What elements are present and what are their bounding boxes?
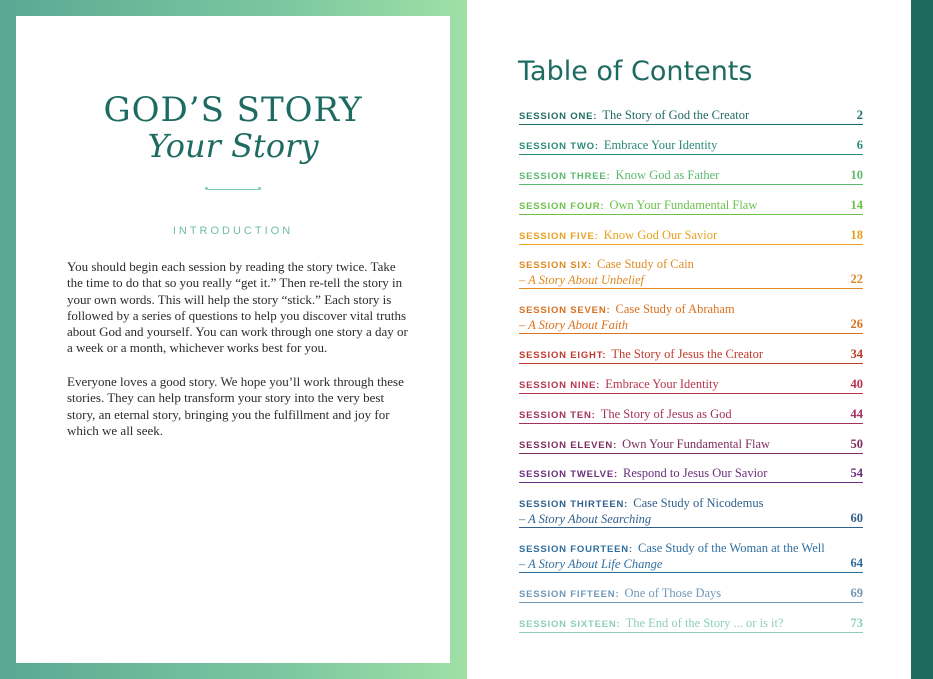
- toc-session-title: Own Your Fundamental Flaw: [622, 437, 771, 451]
- toc-session-label: SESSION THREE:: [519, 171, 611, 182]
- toc-session-label: SESSION TWELVE:: [519, 469, 618, 480]
- book-title-line2: Your Story: [147, 127, 319, 165]
- toc-session-label: SESSION FOUR:: [519, 201, 605, 212]
- toc-session-label: SESSION FIFTEEN:: [519, 589, 620, 600]
- toc-page-number: 22: [850, 272, 863, 286]
- toc-session-title: Embrace Your Identity: [603, 138, 718, 152]
- toc-entry-heading: [519, 196, 863, 214]
- toc-session-title: The Story of God the Creator: [602, 108, 750, 122]
- toc-session-title: Embrace Your Identity: [605, 377, 719, 391]
- toc-entry[interactable]: [519, 464, 863, 483]
- toc-session-title: One of Those Days: [624, 586, 722, 600]
- intro-paragraph-1: You should begin each session by reading the story twice. Take the time to do that so you really “get it.” Then re-tell the story in your own words. This will help the story “stick.” Each story is followed by a series of questions to help you discover vital truths about God and yourself. You can work through one story a day or a week or a month, whichever works best for you.: [67, 259, 408, 356]
- toc-entry[interactable]: [519, 255, 863, 289]
- toc-session-title: The Story of Jesus as God: [600, 407, 732, 421]
- ornament-divider: [208, 189, 258, 190]
- toc-entry[interactable]: [519, 614, 863, 633]
- toc-entry-heading: [519, 494, 863, 512]
- toc-session-label: SESSION ONE:: [519, 111, 598, 122]
- toc-entry-heading: [519, 106, 863, 124]
- intro-paragraph-2: Everyone loves a good story. We hope you’ll work through these stories. They can help transform your story into the very best story, an eternal story, bringing you the fulfillment and joy for which we all seek.: [67, 374, 404, 438]
- introduction-page: [16, 16, 450, 663]
- toc-entry-heading: [519, 255, 863, 273]
- toc-session-title: Case Study of Nicodemus: [633, 496, 764, 510]
- right-edge-band: [911, 0, 933, 679]
- toc-session-title: Respond to Jesus Our Savior: [623, 466, 768, 480]
- toc-session-title: The End of the Story ... or is it?: [625, 616, 784, 630]
- toc-session-label: SESSION SIXTEEN:: [519, 619, 621, 630]
- toc-entry-heading: [519, 614, 863, 632]
- toc-entry[interactable]: [519, 494, 863, 528]
- toc-entry[interactable]: [519, 136, 863, 155]
- toc-session-title: Know God Our Savior: [603, 228, 718, 242]
- toc-page-number: 34: [850, 347, 863, 361]
- toc-session-label: SESSION EIGHT:: [519, 350, 607, 361]
- toc-session-subtitle: – A Story About Faith: [519, 318, 629, 332]
- toc-entry[interactable]: [519, 405, 863, 424]
- toc-entry[interactable]: [519, 166, 863, 185]
- toc-entry-heading: [519, 464, 863, 482]
- toc-entry[interactable]: [519, 226, 863, 245]
- toc-page-number: 54: [850, 466, 863, 480]
- toc-session-title: Case Study of the Woman at the Well: [637, 541, 825, 555]
- toc-entry[interactable]: [519, 375, 863, 394]
- toc-page-number: 60: [850, 511, 863, 525]
- toc-session-label: SESSION FIVE:: [519, 231, 599, 242]
- toc-entry[interactable]: [519, 435, 863, 454]
- toc-session-label: SESSION THIRTEEN:: [519, 499, 629, 510]
- toc-entry-heading: [519, 345, 863, 363]
- toc-entry-heading: [519, 584, 863, 602]
- toc-session-title: Know God as Father: [615, 168, 720, 182]
- toc-page-number: 44: [850, 407, 863, 421]
- section-label: INTRODUCTION: [172, 225, 294, 237]
- toc-page-number: 10: [850, 168, 863, 182]
- toc-entry-heading: [519, 375, 863, 393]
- toc-page-number: 6: [856, 138, 863, 152]
- toc-session-title: Case Study of Cain: [597, 257, 694, 271]
- toc-session-subtitle: – A Story About Unbelief: [519, 273, 644, 287]
- toc-entry-heading: [519, 166, 863, 184]
- toc-page-number: 69: [850, 586, 863, 600]
- toc-entry-heading: [519, 405, 863, 423]
- toc-entry[interactable]: [519, 345, 863, 364]
- toc-entry-heading: [519, 300, 863, 318]
- toc-entry-heading: [519, 136, 863, 154]
- toc-session-label: SESSION TEN:: [519, 410, 596, 421]
- toc-page-number: 73: [850, 616, 863, 630]
- toc-session-title: Case Study of Abraham: [615, 302, 735, 316]
- toc-entry-heading: [519, 226, 863, 244]
- contents-page: [467, 0, 911, 679]
- toc-page-number: 40: [850, 377, 863, 391]
- toc-page-number: 2: [856, 108, 863, 122]
- toc-session-label: SESSION ELEVEN:: [519, 440, 618, 451]
- toc-session-label: SESSION TWO:: [519, 141, 599, 152]
- toc-page-number: 50: [850, 437, 863, 451]
- toc-entry-heading: [519, 539, 863, 557]
- toc-entry[interactable]: [519, 539, 863, 573]
- toc-heading: Table of Contents: [518, 56, 753, 87]
- toc-page-number: 14: [850, 198, 863, 212]
- toc-page-number: 26: [850, 317, 863, 331]
- toc-entry-heading: [519, 435, 863, 453]
- toc-entry[interactable]: [519, 196, 863, 215]
- toc-page-number: 18: [850, 228, 863, 242]
- toc-entry[interactable]: [519, 300, 863, 334]
- toc-entry[interactable]: [519, 106, 863, 125]
- toc-session-label: SESSION NINE:: [519, 380, 601, 391]
- toc-session-label: SESSION FOURTEEN:: [519, 544, 633, 555]
- toc-session-label: SESSION SIX:: [519, 260, 592, 271]
- toc-session-subtitle: – A Story About Life Change: [519, 557, 663, 571]
- toc-session-label: SESSION SEVEN:: [519, 305, 611, 316]
- toc-session-title: The Story of Jesus the Creator: [611, 347, 764, 361]
- toc-entry[interactable]: [519, 584, 863, 603]
- book-title-line1: GOD’S STORY: [103, 90, 363, 130]
- toc-session-title: Own Your Fundamental Flaw: [609, 198, 758, 212]
- toc-session-subtitle: – A Story About Searching: [519, 512, 652, 526]
- toc-page-number: 64: [850, 556, 863, 570]
